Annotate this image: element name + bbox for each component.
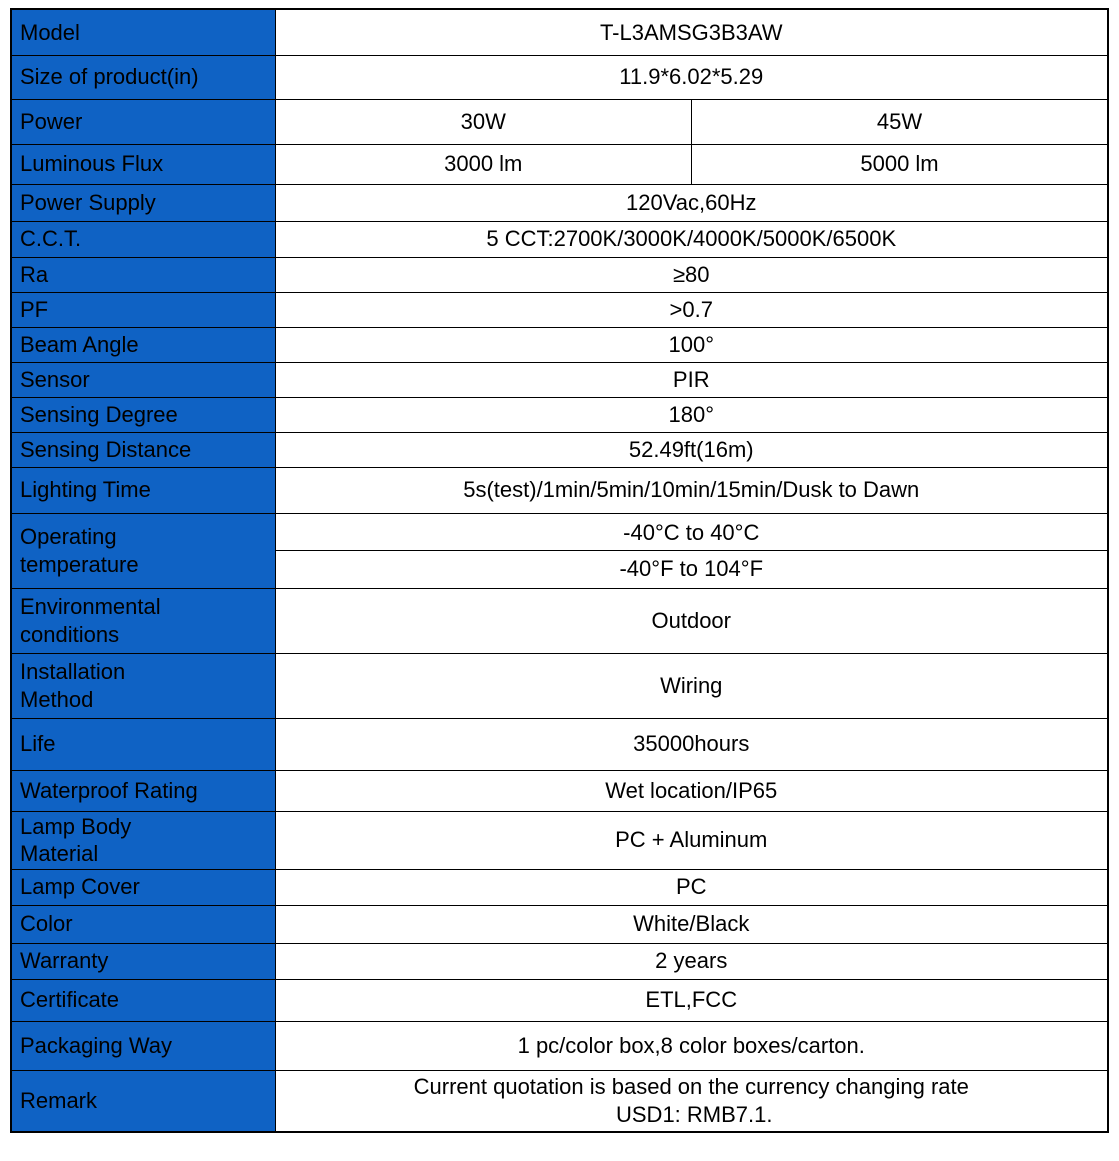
row-value-size: 11.9*6.02*5.29	[275, 55, 1108, 99]
table-row	[11, 432, 1108, 467]
row-label-model: Model	[11, 9, 275, 55]
table-row	[11, 327, 1108, 362]
row-label-power-supply: Power Supply	[11, 184, 275, 221]
operating-temperature-celsius: -40°C to 40°C	[276, 515, 1108, 552]
row-value-waterproof-rating: Wet location/IP65	[275, 770, 1108, 811]
row-value-lamp-body-material: PC + Aluminum	[275, 811, 1108, 869]
product-specification-table	[10, 8, 1109, 1133]
row-label-line2: Method	[20, 686, 94, 712]
table-row	[11, 397, 1108, 432]
row-value-lighting-time: 5s(test)/1min/5min/10min/15min/Dusk to Dawn	[275, 467, 1108, 513]
remark-line2: USD1: RMB7.1.	[616, 1101, 773, 1127]
row-label-remark: Remark	[11, 1070, 275, 1132]
row-label-pf: PF	[11, 292, 275, 327]
table-row	[11, 770, 1108, 811]
row-label-beam-angle: Beam Angle	[11, 327, 275, 362]
row-label-lighting-time: Lighting Time	[11, 467, 275, 513]
row-label-life: Life	[11, 718, 275, 770]
row-label-sensing-degree: Sensing Degree	[11, 397, 275, 432]
row-value-certificate: ETL,FCC	[275, 979, 1108, 1021]
row-label-color: Color	[11, 905, 275, 943]
row-value-power-30w: 30W	[275, 99, 692, 144]
row-label-line2: temperature	[20, 551, 139, 577]
row-label-power: Power	[11, 99, 275, 144]
row-value-packaging-way: 1 pc/color box,8 color boxes/carton.	[275, 1021, 1108, 1070]
row-value-remark	[275, 1070, 1108, 1132]
row-value-color: White/Black	[275, 905, 1108, 943]
row-label-line1: Operating	[20, 524, 117, 549]
row-label-installation-method	[11, 653, 275, 718]
table-row	[11, 588, 1108, 653]
table-row	[11, 55, 1108, 99]
row-label-lamp-cover: Lamp Cover	[11, 869, 275, 905]
remark-line1: Current quotation is based on the currency changing rate	[413, 1074, 969, 1100]
table-row	[11, 362, 1108, 397]
row-value-sensing-degree: 180°	[275, 397, 1108, 432]
row-label-certificate: Certificate	[11, 979, 275, 1021]
row-value-installation-method: Wiring	[275, 653, 1108, 718]
row-value-cct: 5 CCT:2700K/3000K/4000K/5000K/6500K	[275, 221, 1108, 257]
row-label-sensing-distance: Sensing Distance	[11, 432, 275, 467]
row-value-beam-angle: 100°	[275, 327, 1108, 362]
table-row	[11, 99, 1108, 144]
row-value-environmental-conditions: Outdoor	[275, 588, 1108, 653]
table-row	[11, 718, 1108, 770]
row-value-lamp-cover: PC	[275, 869, 1108, 905]
row-label-line1: Installation	[20, 659, 126, 684]
row-label-ra: Ra	[11, 257, 275, 292]
table-row	[11, 513, 1108, 588]
row-label-sensor: Sensor	[11, 362, 275, 397]
row-label-lamp-body-material	[11, 811, 275, 869]
row-value-flux-3000: 3000 lm	[275, 144, 692, 184]
row-label-line2: Material	[20, 841, 99, 866]
row-value-warranty: 2 years	[275, 943, 1108, 979]
row-value-ra: ≥80	[275, 257, 1108, 292]
row-value-operating-temperature	[275, 513, 1108, 588]
table-row	[11, 257, 1108, 292]
table-row	[11, 221, 1108, 257]
row-label-line2: conditions	[20, 621, 120, 647]
row-value-power-supply: 120Vac,60Hz	[275, 184, 1108, 221]
operating-temperature-fahrenheit: -40°F to 104°F	[619, 556, 764, 581]
row-value-pf: >0.7	[275, 292, 1108, 327]
row-label-packaging-way: Packaging Way	[11, 1021, 275, 1070]
table-row	[11, 653, 1108, 718]
table-row	[11, 905, 1108, 943]
row-label-operating-temperature	[11, 513, 275, 588]
row-value-model: T-L3AMSG3B3AW	[275, 9, 1108, 55]
row-value-sensor: PIR	[275, 362, 1108, 397]
row-value-flux-5000: 5000 lm	[692, 144, 1109, 184]
row-label-cct: C.C.T.	[11, 221, 275, 257]
row-label-environmental-conditions	[11, 588, 275, 653]
row-value-life: 35000hours	[275, 718, 1108, 770]
row-label-luminous-flux: Luminous Flux	[11, 144, 275, 184]
table-row	[11, 144, 1108, 184]
table-row	[11, 1070, 1108, 1132]
row-label-waterproof-rating: Waterproof Rating	[11, 770, 275, 811]
table-row	[11, 184, 1108, 221]
table-row	[11, 9, 1108, 55]
table-row	[11, 979, 1108, 1021]
row-label-size: Size of product(in)	[11, 55, 275, 99]
row-label-line1: Environmental	[20, 594, 161, 619]
table-row	[11, 292, 1108, 327]
table-row	[11, 869, 1108, 905]
row-label-warranty: Warranty	[11, 943, 275, 979]
table-row	[11, 943, 1108, 979]
row-value-sensing-distance: 52.49ft(16m)	[275, 432, 1108, 467]
table-row	[11, 1021, 1108, 1070]
row-label-line1: Lamp Body	[20, 813, 132, 839]
table-row	[11, 467, 1108, 513]
table-row	[11, 811, 1108, 869]
row-value-power-45w: 45W	[692, 99, 1109, 144]
